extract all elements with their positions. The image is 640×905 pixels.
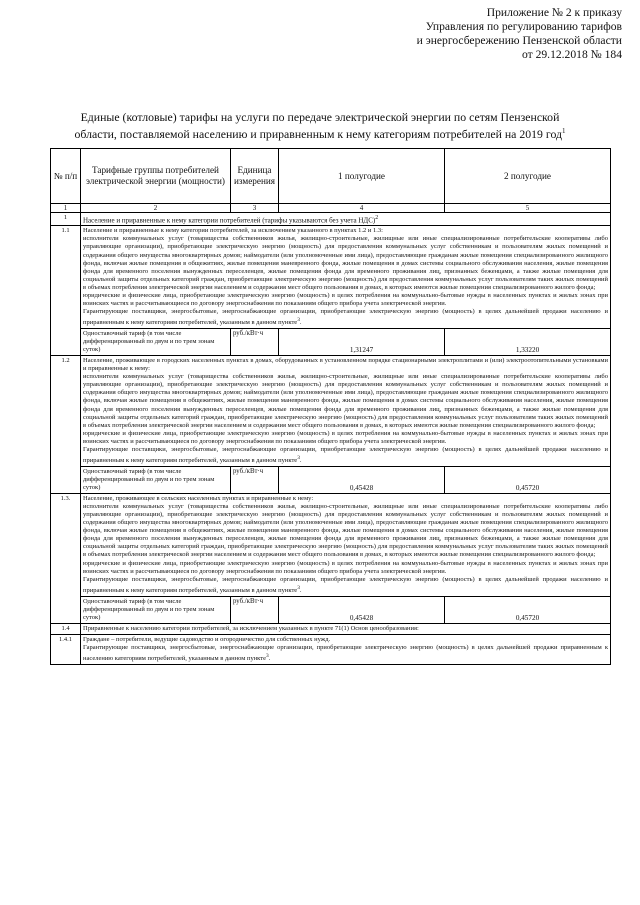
row-num: 1.2 bbox=[51, 356, 81, 494]
title-footnote-mark: 1 bbox=[562, 127, 566, 135]
row-paragraph: Гарантирующие поставщики, энергосбытовые, энергоснабжающие организации, приобретающие электрическую энергию (мощность) в целях дальнейшей продажи населению и приравненным к нему категориям потребителей, указанным в данном пункте$^3$. bbox=[83, 445, 608, 464]
tariff-unit: руб./кВт·ч bbox=[231, 329, 279, 356]
table-row bbox=[51, 356, 611, 467]
section-label: Население и приравненные к нему категории потребителей (тарифы указываются без учета НДС) bbox=[83, 216, 376, 225]
tariff-label: Одноставочный тариф (в том числе дифференцированный по двум и по трем зонам суток) bbox=[81, 329, 231, 356]
row-paragraph-text: Гарантирующие поставщики, энергосбытовые, энергоснабжающие организации, приобретающие электрическую энергию (мощность) в целях дальнейшей продажи населению и приравненным к нему категориям потребителей, указанным в данном пункте bbox=[83, 575, 608, 594]
row-paragraph: исполнители коммунальных услуг (товарищества собственников жилья, жилищно-строительные, жилищные или иные специализированные потребительские кооперативы либо управляющие организации), приобретающие электрическую энергию (мощность) для предоставления коммунальных услуг собственникам и пользователям жилых помещений и содержания общего имущества многоквартирных домов; наймодатели (или уполномоченные ими лица), предоставляющие гражданам жилые помещения специализированного жилищного фонда, включая жилые помещения в общежитиях, жилые помещения маневренного фонда, жилые помещения в домах системы социального обслуживания населения, жилые помещения фонда для временного поселения вынужденных переселенцев, жилые помещения фонда для временного проживания лиц, признанных беженцами, а также жилые помещения для социальной защиты отдельных категорий граждан, приобретающие электрическую энергию (мощность) для предоставления коммунальных услуг пользователям таких жилых помещений в объемах потребления электрической энергии населением и содержания мест общего пользования в домах, в которых имеются жилые помещения специализированного жилого фонда; bbox=[83, 373, 608, 429]
row-num: 1.1 bbox=[51, 226, 81, 356]
document-title bbox=[20, 110, 620, 141]
header-half-1: 1 полугодие bbox=[279, 149, 445, 204]
index-cell: 5 bbox=[445, 204, 611, 213]
row-footnote-mark: 3 bbox=[297, 316, 300, 323]
tariff-value-h2: 0,45720 bbox=[445, 596, 611, 623]
header-line-3: и энергосбережению Пензенской области bbox=[416, 34, 622, 47]
table-row bbox=[51, 624, 611, 635]
tariff-value-h1: 0,45428 bbox=[279, 596, 445, 623]
row-num: 1.4.1 bbox=[51, 635, 81, 665]
row-num: 1.4 bbox=[51, 624, 81, 635]
row-paragraph: Население и приравненные к нему категории потребителей, за исключением указанного в пунктах 1.2 и 1.3: bbox=[83, 227, 383, 235]
row-paragraph: юридические и физические лица, приобретающие электрическую энергию (мощность) в целях потребления на коммунально-бытовые нужды в населенных пунктах и жилых зонах при воинских частях и рассчитывающиеся по договору энергоснабжения по показаниям общего прибора учета электрической энергии. bbox=[83, 429, 608, 445]
header-line-4: от 29.12.2018 № 184 bbox=[521, 48, 622, 61]
row-paragraph: Гарантирующие поставщики, энергосбытовые, энергоснабжающие организации, приобретающие электрическую энергию (мощность) в целях дальнейшей продажи населению и приравненным к нему категориям потребителей, указанным в данном пункте$^3$. bbox=[83, 575, 608, 594]
section-text bbox=[81, 213, 611, 226]
tariff-value-h1: 0,45428 bbox=[279, 467, 445, 494]
tariff-label: Одноставочный тариф (в том числе дифференцированный по двум и по трем зонам суток) bbox=[81, 596, 231, 623]
tariff-row bbox=[51, 329, 611, 356]
row-paragraph: Граждане – потребители, ведущие садоводство и огородничество для собственных нужд. bbox=[83, 636, 331, 644]
title-line-2-text: области, поставляемой населению и приравненным к нему категориям потребителей на 2019 год bbox=[74, 126, 563, 141]
header-half-2: 2 полугодие bbox=[445, 149, 611, 204]
header-line-1: Приложение № 2 к приказу bbox=[486, 6, 622, 19]
row-description: Приравненные к населению категории потребителей, за исключением указанных в пункте 71(1) Основ ценообразования: bbox=[81, 624, 611, 635]
row-description bbox=[81, 494, 611, 597]
tariff-label: Одноставочный тариф (в том числе дифференцированный по двум и по трем зонам суток) bbox=[81, 467, 231, 494]
table-index-row bbox=[51, 204, 611, 213]
section-footnote-mark: 2 bbox=[375, 215, 379, 221]
tariff-value-h2: 1,33220 bbox=[445, 329, 611, 356]
header-line-2: Управления по регулированию тарифов bbox=[425, 20, 622, 33]
index-cell: 2 bbox=[81, 204, 231, 213]
row-paragraph: юридические и физические лица, приобретающие электрическую энергию (мощность) в целях потребления на коммунально-бытовые нужды в населенных пунктах и жилых зонах при воинских частях и рассчитывающиеся по договору энергоснабжения по показаниям общего прибора учета электрической энергии. bbox=[83, 291, 608, 307]
row-num: 1.3. bbox=[51, 494, 81, 624]
title-line-2 bbox=[20, 124, 620, 141]
row-description bbox=[81, 356, 611, 467]
table-row bbox=[51, 226, 611, 329]
tariff-value-h2: 0,45720 bbox=[445, 467, 611, 494]
row-paragraph: Население, проживающее в сельских населенных пунктах и приравненные к нему: bbox=[83, 495, 314, 503]
row-footnote-mark: 3 bbox=[265, 653, 269, 660]
table-row bbox=[51, 635, 611, 665]
row-description bbox=[81, 226, 611, 329]
header-num: № п/п bbox=[51, 149, 81, 204]
tariff-row bbox=[51, 467, 611, 494]
section-row bbox=[51, 213, 611, 226]
tariff-unit: руб./кВт·ч bbox=[231, 467, 279, 494]
row-footnote-mark: 3 bbox=[297, 454, 300, 461]
tariff-unit: руб./кВт·ч bbox=[231, 596, 279, 623]
tariff-row bbox=[51, 596, 611, 623]
table-header-row bbox=[51, 149, 611, 204]
row-paragraph-text: Гарантирующие поставщики, энергосбытовые, энергоснабжающие организации, приобретающие электрическую энергию (мощность) в целях дальнейшей продажи приравненным к населению категориям потребителей, указанным в данном пункте bbox=[83, 644, 608, 663]
row-paragraph: Гарантирующие поставщики, энергосбытовые, энергоснабжающие организации, приобретающие электрическую энергию (мощность) в целях дальнейшей продажи населению и приравненным к нему категориям потребителей, указанным в данном пункте$^3$. bbox=[83, 307, 608, 327]
document-header bbox=[417, 6, 622, 62]
row-paragraph: исполнители коммунальных услуг (товарищества собственников жилья, жилищно-строительные, жилищные или иные специализированные потребительские кооперативы либо управляющие организации), приобретающие электрическую энергию (мощность) для предоставления коммунальных услуг собственникам и пользователям жилых помещений и содержания общего имущества многоквартирных домов; наймодатели (или уполномоченные ими лица), предоставляющие гражданам жилые помещения специализированного жилищного фонда, включая жилые помещения в общежитиях, жилые помещения маневренного фонда, жилые помещения в домах системы социального обслуживания населения, жилые помещения фонда для временного поселения вынужденных переселенцев, жилые помещения фонда для временного проживания лиц, признанных беженцами, а также жилые помещения для социальной защиты отдельных категорий граждан, приобретающие электрическую энергию (мощность) для предоставления коммунальных услуг пользователям таких жилых помещений в объемах потребления электрической энергии населением и содержания мест общего пользования в домах, в которых имеются жилые помещения специализированного жилого фонда; bbox=[83, 235, 608, 291]
section-num: 1 bbox=[51, 213, 81, 226]
tariff-value-h1: 1,31247 bbox=[279, 329, 445, 356]
table-row bbox=[51, 494, 611, 597]
index-cell: 1 bbox=[51, 204, 81, 213]
row-paragraph: Гарантирующие поставщики, энергосбытовые, энергоснабжающие организации, приобретающие электрическую энергию (мощность) в целях дальнейшей продажи приравненным к населению категориям потребителей, указанным в данном пункте$^3$. bbox=[83, 644, 608, 663]
row-paragraph-text: Гарантирующие поставщики, энергосбытовые, энергоснабжающие организации, приобретающие электрическую энергию (мощность) в целях дальнейшей продажи населению и приравненным к нему категориям потребителей, указанным в данном пункте bbox=[83, 445, 608, 464]
title-line-1: Единые (котловые) тарифы на услуги по передаче электрической энергии по сетям Пензенской bbox=[80, 110, 560, 124]
row-paragraph: Население, проживающее в городских населенных пунктах в домах, оборудованных в установленном порядке стационарными электроплитами и (или) электроотопительными установками и приравненные к нему: bbox=[83, 357, 608, 373]
row-paragraph-text: Гарантирующие поставщики, энергосбытовые, энергоснабжающие организации, приобретающие электрическую энергию (мощность) в целях дальнейшей продажи населению и приравненным к нему категориям потребителей, указанным в данном пункте bbox=[83, 307, 608, 327]
header-unit: Единица измерения bbox=[231, 149, 279, 204]
row-footnote-mark: 3 bbox=[297, 584, 300, 591]
tariff-table bbox=[50, 148, 611, 665]
header-groups: Тарифные группы потребителей электрической энергии (мощности) bbox=[81, 149, 231, 204]
index-cell: 4 bbox=[279, 204, 445, 213]
row-description bbox=[81, 635, 611, 665]
row-paragraph: юридические и физические лица, приобретающие электрическую энергию (мощность) в целях потребления на коммунально-бытовые нужды в населенных пунктах и жилых зонах при воинских частях и рассчитывающиеся по договору энергоснабжения по показаниям общего прибора учета электрической энергии. bbox=[83, 559, 608, 575]
row-paragraph: исполнители коммунальных услуг (товарищества собственников жилья, жилищно-строительные, жилищные или иные специализированные потребительские кооперативы либо управляющие организации), приобретающие электрическую энергию (мощность) для предоставления коммунальных услуг собственникам и пользователям жилых помещений и содержания общего имущества многоквартирных домов; наймодатели (или уполномоченные ими лица), предоставляющие гражданам жилые помещения специализированного жилищного фонда, включая жилые помещения в общежитиях, жилые помещения маневренного фонда, жилые помещения в домах системы социального обслуживания населения, жилые помещения фонда для временного поселения вынужденных переселенцев, жилые помещения фонда для временного проживания лиц, признанных беженцами, а также жилые помещения для социальной защиты отдельных категорий граждан, приобретающие электрическую энергию (мощность) для предоставления коммунальных услуг пользователям таких жилых помещений в объемах потребления электрической энергии населением и содержания мест общего пользования в домах, в которых имеются жилые помещения специализированного жилого фонда; bbox=[83, 503, 608, 559]
index-cell: 3 bbox=[231, 204, 279, 213]
